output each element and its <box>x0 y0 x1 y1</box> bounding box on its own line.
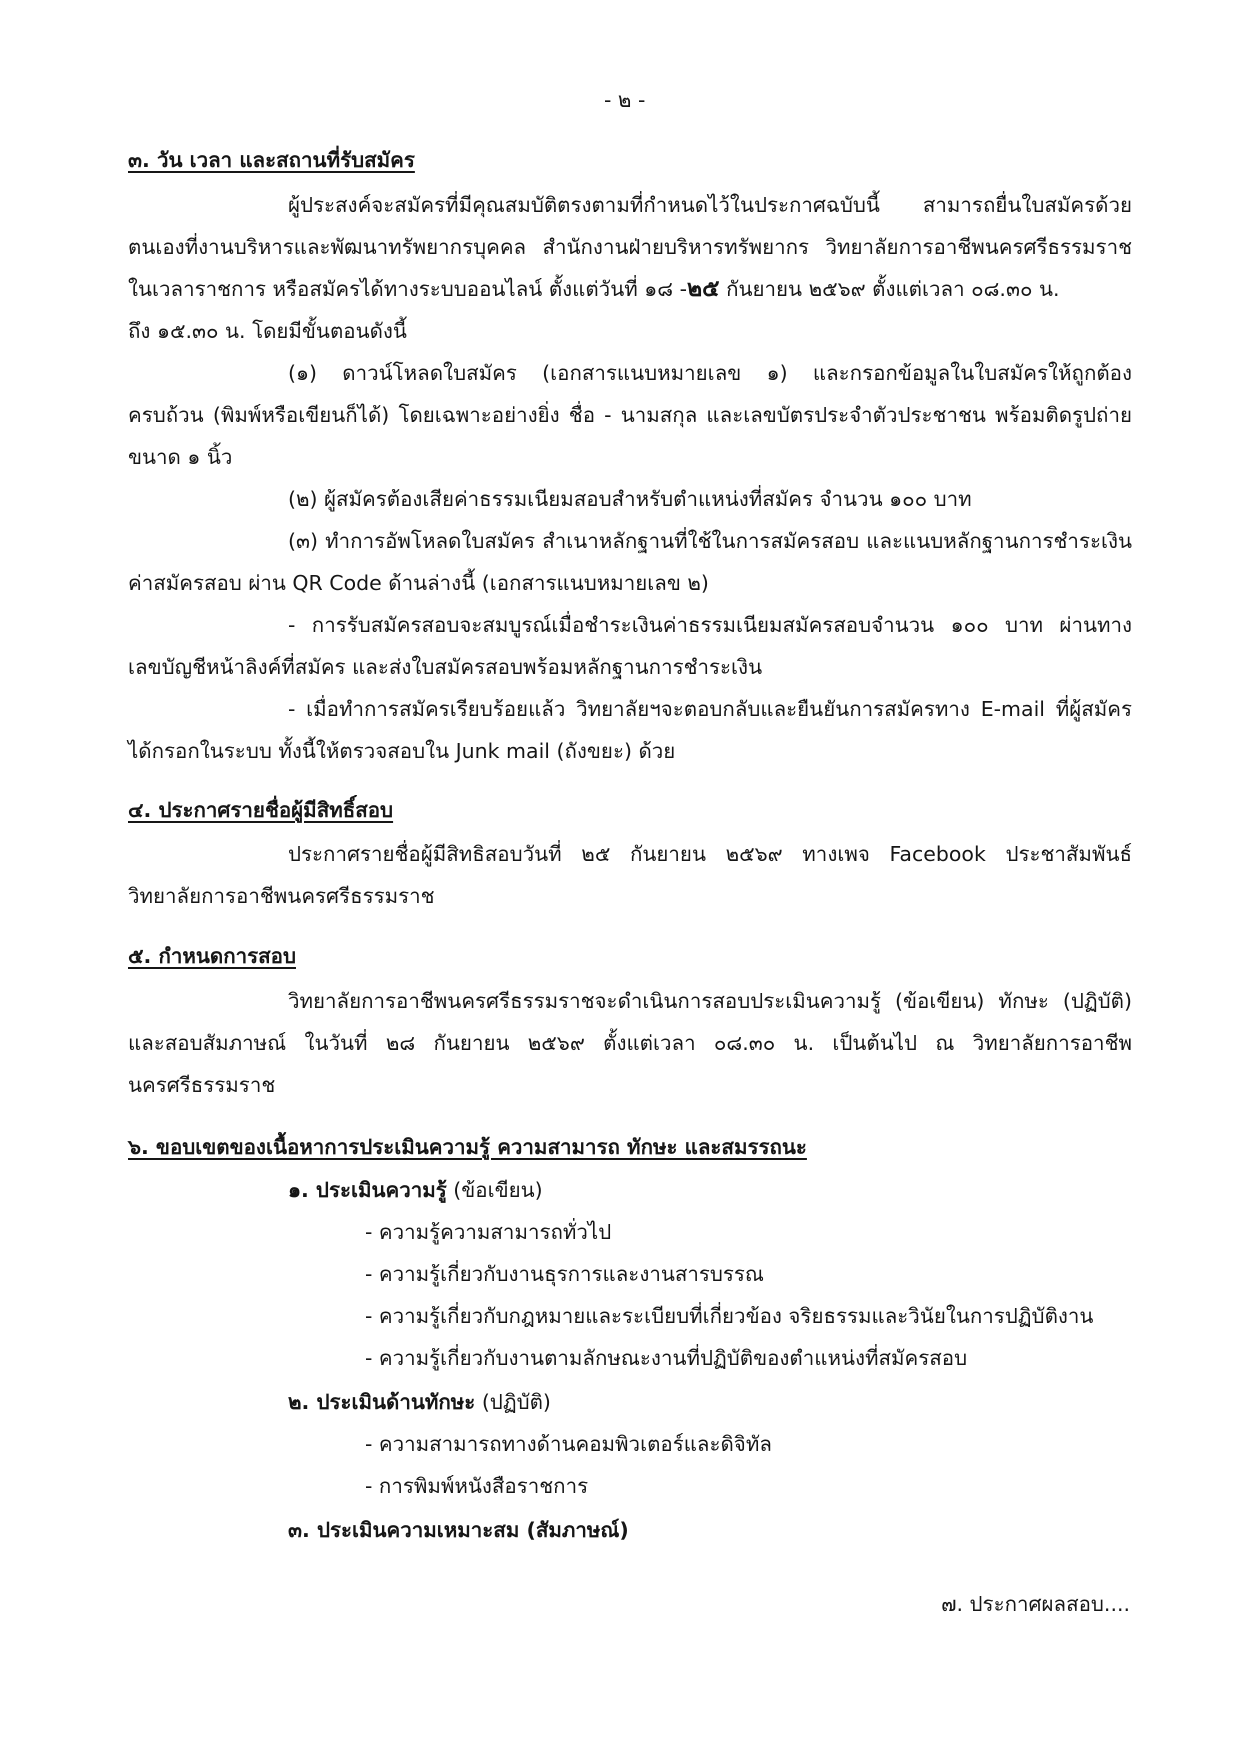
section-3-paragraph-line: ผู้ประสงค์จะสมัครที่มีคุณสมบัติตรงตามที่กำหนดไว้ในประกาศฉบับนี้ สามารถยื่นใบสมัครด้วย <box>288 193 1132 217</box>
note-2-line: ได้กรอกในระบบ ทั้งนี้ให้ตรวจสอบใน Junk mail (ถังขยะ) ด้วย <box>128 739 676 763</box>
step-1-line: ขนาด ๑ นิ้ว <box>128 445 233 469</box>
assessment-group-2-note: (ปฏิบัติ) <box>475 1390 551 1414</box>
section-4-heading: ๔. ประกาศรายชื่อผู้มีสิทธิ์สอบ <box>128 798 394 822</box>
step-1-line: (๑) ดาวน์โหลดใบสมัคร (เอกสารแนบหมายเลข ๑) และกรอกข้อมูลในใบสมัครให้ถูกต้อง <box>288 361 1132 385</box>
section-3-paragraph-line: ถึง ๑๕.๓๐ น. โดยมีขั้นตอนดังนี้ <box>128 319 407 343</box>
section-6-heading: ๖. ขอบเขตของเนื้อหาการประเมินความรู้ ความสามารถ ทักษะ และสมรรถนะ <box>128 1135 807 1159</box>
assessment-item: - ความรู้เกี่ยวกับงานธุรการและงานสารบรรณ <box>365 1262 764 1286</box>
assessment-item: - ความรู้เกี่ยวกับงานตามลักษณะงานที่ปฏิบัติของตำแหน่งที่สมัครสอบ <box>365 1346 968 1370</box>
date-range-tail: กันยายน ๒๕๖๙ ตั้งแต่เวลา ๐๘.๓๐ น. <box>719 277 1060 301</box>
date-range-text: ในเวลาราชการ หรือสมัครได้ทางระบบออนไลน์ ตั้งแต่วันที่ ๑๘ - <box>128 277 687 301</box>
assessment-item: - ความรู้เกี่ยวกับกฎหมายและระเบียบที่เกี่ยวข้อง จริยธรรมและวินัยในการปฏิบัติงาน <box>365 1304 1094 1328</box>
section-5-paragraph-line: วิทยาลัยการอาชีพนครศรีธรรมราชจะดำเนินการสอบประเมินความรู้ (ข้อเขียน) ทักษะ (ปฏิบัติ) <box>288 989 1132 1013</box>
section-4-paragraph-line: วิทยาลัยการอาชีพนครศรีธรรมราช <box>128 884 435 908</box>
section-3-heading: ๓. วัน เวลา และสถานที่รับสมัคร <box>128 148 415 172</box>
step-1-line: ครบถ้วน (พิมพ์หรือเขียนก็ได้) โดยเฉพาะอย่างยิ่ง ชื่อ - นามสกุล และเลขบัตรประจำตัวประชาชน พร้อมติดรูปถ่าย <box>128 403 1132 427</box>
date-range-emphasis: ๒๕ <box>686 276 720 302</box>
section-5-paragraph-line: นครศรีธรรมราช <box>128 1073 276 1097</box>
assessment-group-1 <box>288 1176 543 1204</box>
assessment-group-1-title: ๑. ประเมินความรู้ <box>288 1178 447 1202</box>
assessment-item: - ความรู้ความสามารถทั่วไป <box>365 1220 612 1244</box>
assessment-item: - การพิมพ์หนังสือราชการ <box>365 1474 589 1498</box>
assessment-item: - ความสามารถทางด้านคอมพิวเตอร์และดิจิทัล <box>365 1432 772 1456</box>
step-3-line: (๓) ทำการอัพโหลดใบสมัคร สำเนาหลักฐานที่ใช้ในการสมัครสอบ และแนบหลักฐานการชำระเงิน <box>288 529 1132 553</box>
section-3-paragraph-line <box>128 275 1060 303</box>
note-1-line: เลขบัญชีหน้าลิงค์ที่สมัคร และส่งใบสมัครสอบพร้อมหลักฐานการชำระเงิน <box>128 655 763 679</box>
section-5-heading: ๕. กำหนดการสอบ <box>128 944 296 968</box>
section-4-paragraph-line: ประกาศรายชื่อผู้มีสิทธิสอบวันที่ ๒๕ กันยายน ๒๕๖๙ ทางเพจ Facebook ประชาสัมพันธ์ <box>288 842 1132 866</box>
section-3-paragraph-line: ตนเองที่งานบริหารและพัฒนาทรัพยากรบุคคล สำนักงานฝ่ายบริหารทรัพยากร วิทยาลัยการอาชีพนครศรีธรรมราช <box>128 235 1132 259</box>
assessment-group-1-note: (ข้อเขียน) <box>446 1178 543 1202</box>
note-2-line: - เมื่อทำการสมัครเรียบร้อยแล้ว วิทยาลัยฯจะตอบกลับและยืนยันการสมัครทาง E-mail ที่ผู้สมัคร <box>288 697 1132 721</box>
note-1-line: - การรับสมัครสอบจะสมบูรณ์เมื่อชำระเงินค่าธรรมเนียมสมัครสอบจำนวน ๑๐๐ บาท ผ่านทาง <box>288 613 1132 637</box>
assessment-group-2-title: ๒. ประเมินด้านทักษะ <box>288 1390 476 1414</box>
assessment-group-3-title: ๓. ประเมินความเหมาะสม (สัมภาษณ์) <box>288 1518 629 1542</box>
continuation-text: ๗. ประกาศผลสอบ.... <box>941 1592 1130 1616</box>
step-3-line: ค่าสมัครสอบ ผ่าน QR Code ด้านล่างนี้ (เอกสารแนบหมายเลข ๒) <box>128 571 709 595</box>
section-5-paragraph-line: และสอบสัมภาษณ์ ในวันที่ ๒๘ กันยายน ๒๕๖๙ ตั้งแต่เวลา ๐๘.๓๐ น. เป็นต้นไป ณ วิทยาลัยการอาชีพ <box>128 1031 1132 1055</box>
assessment-group-2 <box>288 1388 551 1416</box>
page-number: - ๒ - <box>604 88 646 112</box>
step-2-line: (๒) ผู้สมัครต้องเสียค่าธรรมเนียมสอบสำหรับตำแหน่งที่สมัคร จำนวน ๑๐๐ บาท <box>288 487 972 511</box>
